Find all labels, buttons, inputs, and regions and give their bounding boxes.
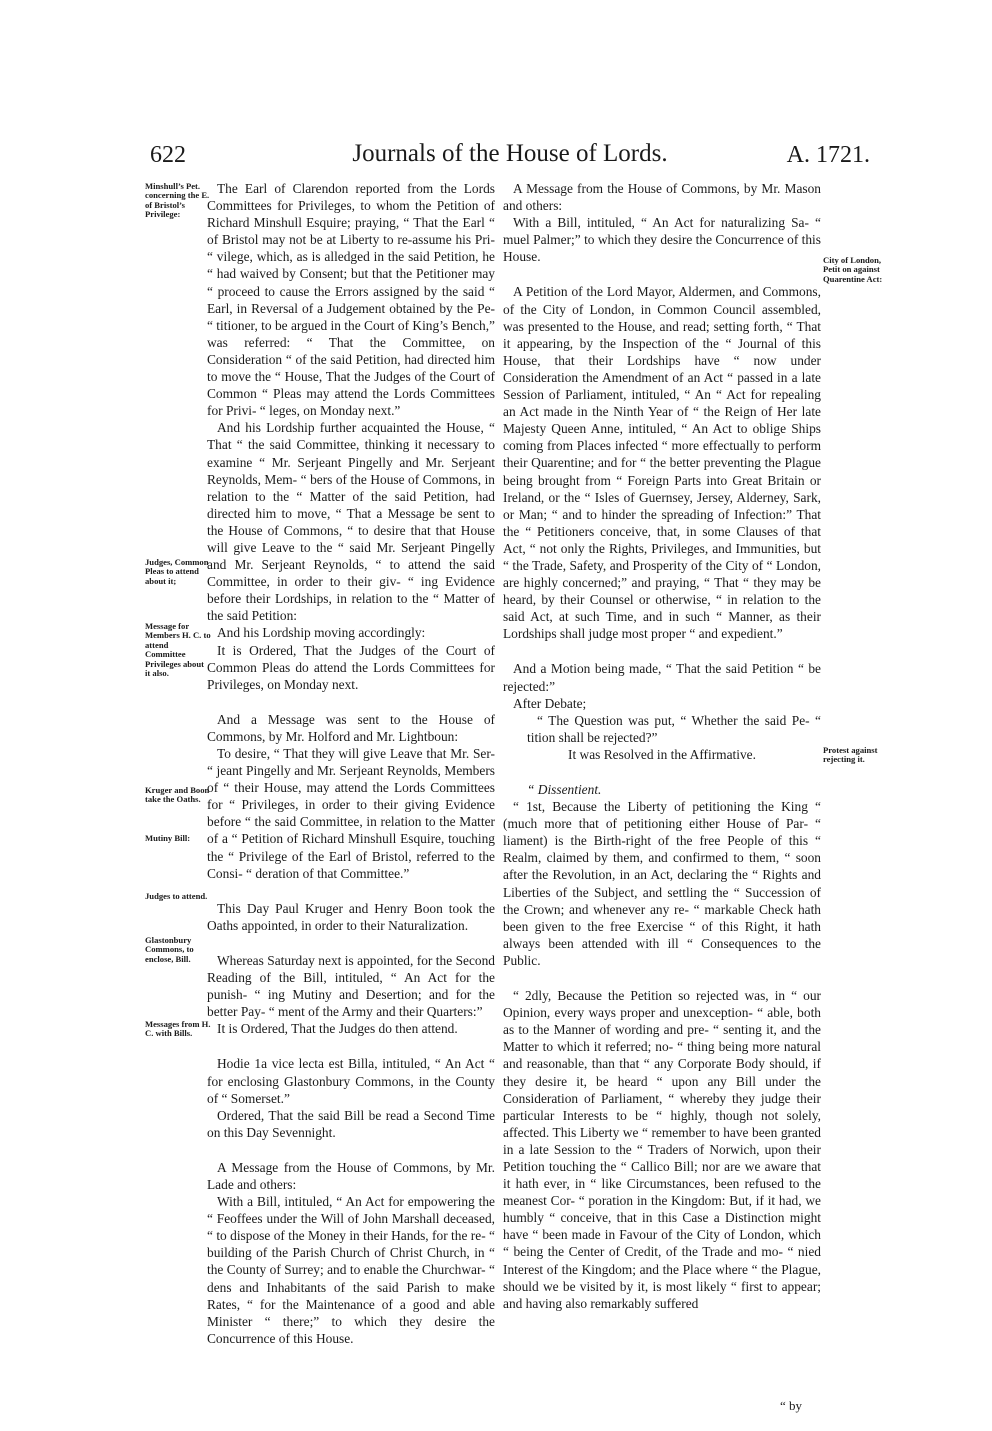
margin-note: Kruger and Boon take the Oaths. [145, 785, 210, 805]
margin-note: City of London, Petit on against Quarentine Act: [823, 255, 883, 284]
paragraph: Hodie 1a vice lecta est Billa, intituled, “ An Act “ for enclosing Glastonbury Commons, in the County of “ Somerset.” [207, 1056, 495, 1106]
paragraph: Ordered, That the said Bill be read a Second Time on this Day Sevennight. [207, 1107, 495, 1140]
paragraph: And a Message was sent to the House of Commons, by Mr. Holford and Mr. Lightboun: [207, 711, 495, 744]
catchword: “ by [780, 1398, 803, 1413]
left-column [207, 180, 495, 1347]
paragraph: With a Bill, intituled, “ An Act for empowering the “ Feoffees under the Will of John Marshall deceased, “ to dispose of the Money in their Hands, for the re- “ building of the Parish Church of Christ Church, in “ the County of Surrey; and to enable the Churchwar- “ dens and Inhabitants of the said Parish to make Rates, “ for the Maintenance of a good and able Minister “ there;” to which they desire the Concurrence of this House. [207, 1194, 495, 1346]
margin-note: Glastonbury Commons, to enclose, Bill. [145, 935, 194, 964]
margin-note: Message for Members H. C. to attend Committee Privileges about it also. [145, 621, 211, 679]
page-number: 622 [150, 142, 186, 168]
paragraph: A Message from the House of Commons, by Mr. Mason and others: [503, 181, 821, 214]
margin-note: Judges to attend. [145, 891, 208, 901]
page-header [150, 140, 870, 174]
journal-title: Journals of the House of Lords. [352, 140, 668, 167]
paragraph: A Message from the House of Commons, by Mr. Lade and others: [207, 1159, 495, 1192]
paragraph: And his Lordship moving accordingly: [217, 625, 426, 641]
margin-note: Protest against rejecting it. [823, 745, 878, 765]
paragraph: It was Resolved in the Affirmative. [568, 746, 756, 762]
margin-note: Judges, Common Pleas to attend about it; [145, 557, 209, 586]
margin-note: Messages from H. C. with Bills. [145, 1019, 211, 1039]
paragraph: To desire, “ That they will give Leave that Mr. Ser- “ jeant Pingelly and Mr. Serjeant Reynolds, Members of “ their House, may attend the Lords Committees for “ Privileges, in order to their giving Evidence before “ the said Committee, in relation to the Matter of a “ Petition of Richard Minshull Esquire, touching the “ Privilege of the Earl of Bristol, referred to the Consi- “ deration of that Committee.” [207, 746, 495, 881]
paragraph: Whereas Saturday next is appointed, for the Second Reading of the Bill, intituled, “ An Act for the punish- “ ing Mutiny and Desertion; and for the better Pay- “ ment of the Army and their Quarters:” [207, 952, 495, 1020]
year: A. 1721. [786, 142, 870, 168]
paragraph: With a Bill, intituled, “ An Act for naturalizing Sa- “ muel Palmer;” to which they desire the Concurrence of this House. [503, 215, 821, 265]
paragraph: And his Lordship further acquainted the House, “ That “ the said Committee, thinking it necessary to examine “ Mr. Serjeant Pingelly and Mr. Serjeant Reynolds, Mem- “ bers of the House of Commons, in relation to the “ Matter of the said Petition, had directed him to move, “ That a Message be sent to the House of Commons, “ to desire that that House will give Leave to the “ said Mr. Serjeant Pingelly and Mr. Serjeant Reynolds, “ to attend the said Committee, in order to their giv- “ ing Evidence before their Lordships, in relation to the “ Matter of the said Petition: [207, 420, 495, 624]
paragraph: It is Ordered, That the Judges of the Court of Common Pleas do attend the Lords Committees for Privileges, on Monday next. [207, 642, 495, 692]
paragraph: The Earl of Clarendon reported from the Lords Committees for Privileges, to whom the Petition of Richard Minshull Esquire; praying, “ That the Earl “ of Bristol may not be at Liberty to re-assume his Pri- “ vilege, which, as is alledged in the said Petition, he “ had waived by Consent; but that the Petitioner may “ proceed to cause the Errors assigned by the said “ Earl, in Reversal of a Judgement obtained by the Pe- “ titioner, to be argued in the Court of King’s Bench,” was referred: “ That the Committee, on Consideration “ of the said Petition, had directed him to move the “ House, That the Judges of the Court of Common “ Pleas may attend the Lords Committees for Privi- “ leges, on Monday next.” [207, 181, 495, 419]
paragraph: And a Motion being made, “ That the said Petition “ be rejected:” [503, 661, 821, 694]
paragraph: “ The Question was put, “ Whether the said Pe- “ tition shall be rejected?” [527, 712, 821, 745]
paragraph: After Debate; [513, 695, 587, 711]
paragraph: It is Ordered, That the Judges do then attend. [217, 1021, 458, 1037]
margin-note: Minshull’s Pet. concerning the E. of Bristol’s Privilege: [145, 181, 210, 220]
paragraph: This Day Paul Kruger and Henry Boon took the Oaths appointed, in order to their Naturalization. [207, 900, 495, 933]
paragraph: A Petition of the Lord Mayor, Aldermen, and Commons, of the City of London, in Common Council assembled, was presented to the House, and read; setting forth, “ That it appearing, by the Inspection of the “ Journal of this House, that their Lordships have “ now under Consideration the Amendment of an Act “ passed in a late Session of Parliament, intituled, “ An “ Act for repealing an Act made in the Ninth Year of “ the Reign of Her late Majesty Queen Anne, intituled, “ An Act to oblige Ships coming from Places infected “ more effectually to perform their Quarentine; and for “ the better preventing the Plague being brought from “ Foreign Parts into Great Britain or Ireland, or the “ Isles of Guernsey, Jersey, Alderney, Sark, or Man; “ and to hinder the spreading of Infection:” That the “ Petitioners conceive, that, in some Clauses of that Act, “ not only the Rights, Privileges, and Immunities, but “ the Trade, Safety, and Prosperity of the City of “ London, are highly concerned;” and praying, “ That “ they may be heard, by their Counsel or otherwise, “ in relation to the said Act, at such Time, and in such “ Manner, as their Lordships shall judge most proper “ and expedient.” [503, 284, 821, 642]
margin-note: Mutiny Bill: [145, 833, 191, 843]
paragraph: “ 2dly, Because the Petition so rejected was, in “ our Opinion, every ways proper and unexception- “ able, both as to the Manner of wording and pre- “ senting it, and the Matter to which it referred; no- “ thing being more natural and reasonable, than that “ any Corporate Body should, if they desire it, be heard “ upon any Bill under the Consideration of Parliament, “ whereby they judge their particular Interests to be “ highly, though not solely, affected. This Liberty we “ remember to have been granted in a late Session to the “ Traders of Norwich, upon their Petition touching the “ Callico Bill; nor are we aware that it hath ever, in “ like Circumstances, been refused to the meanest Cor- “ poration in the Kingdom: But, if it had, we humbly “ conceive, that in this Case a Distinction might have “ been made in Favour of the City of London, which “ being the Center of Credit, of the Trade and mo- “ nied Interest of the Kingdom; and the Place where “ the Plague, should we be visited by it, is most likely “ first to appear; and having also remarkably suffered [503, 988, 821, 1311]
paragraph: “ Dissentient. [527, 782, 602, 797]
paragraph: “ 1st, Because the Liberty of petitioning the King “ (much more that of petitioning either House of Par- “ liament) is the Birth-right of the free People of this “ Realm, claimed by them, and confirmed to them, “ soon after the Revolution, in an Act, declaring the “ Rights and Liberties of the Subject, and settling the “ Succession of the Crown; and whenever any re- “ markable Check hath been given to the free Exercise “ of this Right, it hath always been attended with ill “ Consequences to the Public. [503, 799, 821, 968]
right-column [503, 180, 821, 1312]
